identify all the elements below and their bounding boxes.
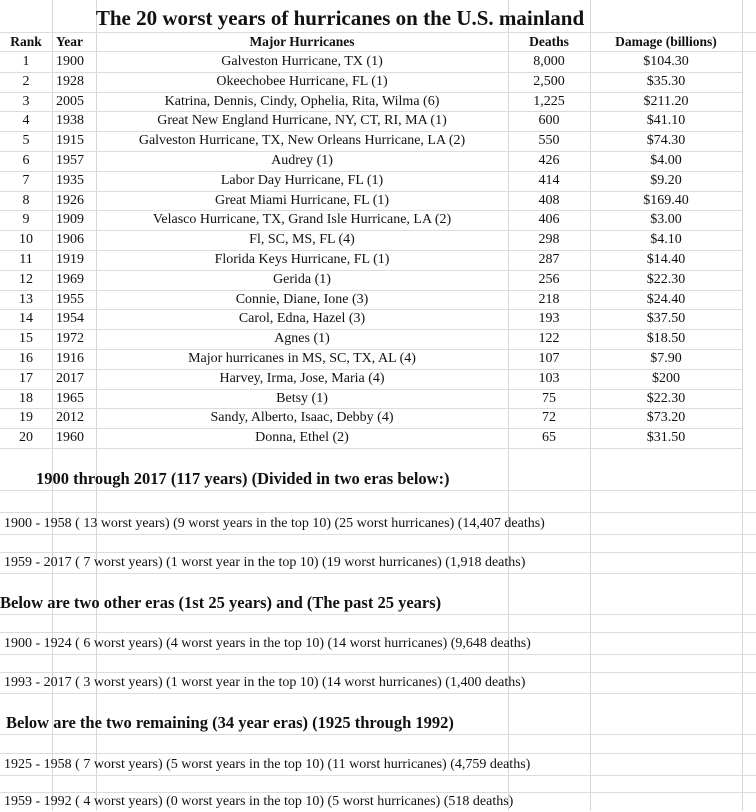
cell-deaths: 426: [538, 153, 560, 168]
cell-year: 1938: [56, 113, 84, 129]
cell-rank: 6: [22, 153, 30, 168]
cell-rank: 5: [22, 133, 30, 149]
grid-line: [0, 573, 756, 574]
cell-rank: 20: [19, 430, 33, 446]
cell-deaths: 414: [538, 172, 560, 188]
cell-rank: 18: [19, 390, 33, 406]
cell-rank: 4: [22, 113, 30, 129]
era-1925-1958: 1925 - 1958 ( 7 worst years) (5 worst years in the top 10) (11 worst hurricanes) (4,759 deaths): [4, 757, 531, 772]
cell-deaths: 1,225: [533, 93, 565, 109]
cell-hurricanes: Okeechobee Hurricane, FL (1): [216, 73, 388, 89]
cell-hurricanes: Great New England Hurricane, NY, CT, RI, MA (1): [157, 113, 447, 129]
cell-hurricanes: Audrey (1): [271, 153, 333, 168]
cell-year: 1960: [56, 430, 84, 446]
cell-year: 2005: [56, 93, 84, 109]
cell-year: 1916: [56, 351, 84, 366]
cell-rank: 3: [22, 93, 30, 109]
grid-line: [0, 534, 756, 535]
cell-hurricanes: Major hurricanes in MS, SC, TX, AL (4): [188, 351, 416, 366]
cell-deaths: 287: [538, 252, 560, 267]
cell-hurricanes: Agnes (1): [274, 331, 330, 347]
cell-rank: 14: [19, 311, 33, 327]
cell-damage: $41.10: [646, 113, 686, 129]
cell-damage: $24.40: [646, 291, 686, 307]
cell-hurricanes: Galveston Hurricane, TX (1): [221, 54, 383, 69]
cell-rank: 13: [19, 291, 33, 307]
cell-year: 2017: [56, 370, 84, 386]
era-1900-1958: 1900 - 1958 ( 13 worst years) (9 worst years in the top 10) (25 worst hurricanes) (14,407 deaths): [4, 516, 545, 531]
header-damage: Damage (billions): [615, 34, 717, 49]
cell-deaths: 75: [542, 390, 556, 406]
cell-damage: $73.20: [646, 410, 686, 426]
cell-damage: $14.40: [646, 252, 686, 267]
cell-rank: 19: [19, 410, 33, 426]
cell-damage: $35.30: [646, 73, 686, 89]
cell-rank: 7: [22, 172, 30, 188]
cell-rank: 9: [22, 212, 30, 228]
cell-deaths: 406: [538, 212, 560, 228]
cell-deaths: 8,000: [533, 54, 565, 69]
era-1959-1992: 1959 - 1992 ( 4 worst years) (0 worst years in the top 10) (5 worst hurricanes) (518 deaths): [4, 794, 514, 809]
cell-deaths: 298: [538, 232, 560, 248]
cell-rank: 8: [22, 192, 30, 208]
cell-damage: $200: [652, 370, 680, 386]
cell-hurricanes: Gerida (1): [273, 271, 331, 287]
cell-damage: $7.90: [650, 351, 682, 366]
cell-deaths: 72: [542, 410, 556, 426]
cell-damage: $169.40: [643, 192, 689, 208]
cell-damage: $22.30: [646, 271, 686, 287]
grid-line: [0, 775, 756, 776]
cell-rank: 16: [19, 351, 33, 366]
cell-rank: 10: [19, 232, 33, 248]
cell-damage: $104.30: [643, 54, 689, 69]
header-hurricanes: Major Hurricanes: [249, 34, 355, 49]
grid-line: [0, 693, 756, 694]
era-1959-2017: 1959 - 2017 ( 7 worst years) (1 worst year in the top 10) (19 worst hurricanes) (1,918 deaths): [4, 555, 526, 570]
cell-hurricanes: Labor Day Hurricane, FL (1): [220, 172, 384, 188]
cell-year: 1906: [56, 232, 84, 248]
grid-line: [0, 512, 756, 513]
cell-hurricanes: Harvey, Irma, Jose, Maria (4): [219, 370, 385, 386]
cell-damage: $18.50: [646, 331, 686, 347]
cell-damage: $31.50: [646, 430, 686, 446]
cell-year: 1909: [56, 212, 84, 228]
cell-year: 1919: [56, 252, 84, 267]
cell-year: 1965: [56, 390, 84, 406]
header-deaths: Deaths: [529, 34, 569, 49]
cell-hurricanes: Connie, Diane, Ione (3): [235, 291, 369, 307]
cell-year: 1935: [56, 172, 84, 188]
cell-deaths: 65: [542, 430, 556, 446]
cell-hurricanes: Velasco Hurricane, TX, Grand Isle Hurricane, LA (2): [152, 212, 452, 228]
cell-hurricanes: Katrina, Dennis, Cindy, Ophelia, Rita, Wilma (6): [164, 93, 440, 109]
cell-hurricanes: Florida Keys Hurricane, FL (1): [214, 252, 390, 267]
cell-deaths: 122: [538, 331, 560, 347]
cell-year: 2012: [56, 410, 84, 426]
cell-year: 1915: [56, 133, 84, 149]
era-1993-2017: 1993 - 2017 ( 3 worst years) (1 worst year in the top 10) (14 worst hurricanes) (1,400 deaths): [4, 675, 526, 690]
header-rank: Rank: [10, 34, 42, 49]
cell-rank: 12: [19, 271, 33, 287]
section-overall: 1900 through 2017 (117 years) (Divided in two eras below:): [36, 469, 450, 488]
grid-line: [742, 0, 743, 811]
cell-deaths: 103: [538, 370, 560, 386]
grid-line: [0, 753, 756, 754]
cell-year: 1969: [56, 271, 84, 287]
header-year: Year: [56, 34, 83, 49]
section-other-eras: Below are two other eras (1st 25 years) and (The past 25 years): [0, 593, 442, 612]
cell-rank: 11: [19, 252, 33, 267]
cell-hurricanes: Great Miami Hurricane, FL (1): [214, 192, 390, 208]
cell-deaths: 193: [538, 311, 560, 327]
cell-year: 1972: [56, 331, 84, 347]
cell-year: 1926: [56, 192, 84, 208]
cell-deaths: 218: [538, 291, 560, 307]
era-1900-1924: 1900 - 1924 ( 6 worst years) (4 worst years in the top 10) (14 worst hurricanes) (9,648 deaths): [4, 636, 531, 651]
grid-line: [0, 734, 756, 735]
cell-deaths: 256: [538, 271, 560, 287]
grid-line: [0, 654, 756, 655]
cell-year: 1928: [56, 73, 84, 89]
cell-deaths: 107: [538, 351, 560, 366]
grid-line: [0, 632, 756, 633]
cell-hurricanes: Fl, SC, MS, FL (4): [249, 232, 355, 248]
page-title: The 20 worst years of hurricanes on the U.S. mainland: [95, 6, 585, 30]
row-divider: [0, 448, 742, 449]
cell-damage: $211.20: [643, 93, 689, 109]
cell-hurricanes: Galveston Hurricane, TX, New Orleans Hurricane, LA (2): [138, 133, 466, 149]
cell-damage: $3.00: [650, 212, 682, 228]
cell-deaths: 600: [538, 113, 560, 129]
cell-damage: $74.30: [646, 133, 686, 149]
grid-line: [0, 490, 756, 491]
cell-deaths: 408: [538, 192, 560, 208]
cell-year: 1955: [56, 291, 84, 307]
grid-line: [0, 614, 756, 615]
cell-rank: 15: [19, 331, 33, 347]
cell-deaths: 550: [538, 133, 560, 149]
cell-damage: $9.20: [650, 172, 682, 188]
cell-year: 1957: [56, 153, 84, 168]
cell-year: 1900: [56, 54, 84, 69]
cell-hurricanes: Carol, Edna, Hazel (3): [238, 311, 366, 327]
cell-damage: $4.00: [650, 153, 682, 168]
cell-hurricanes: Betsy (1): [276, 390, 328, 406]
cell-rank: 1: [22, 54, 30, 69]
cell-rank: 2: [22, 73, 30, 89]
cell-damage: $22.30: [646, 390, 686, 406]
cell-hurricanes: Sandy, Alberto, Isaac, Debby (4): [210, 410, 394, 426]
cell-damage: $4.10: [650, 232, 682, 248]
cell-year: 1954: [56, 311, 84, 327]
cell-hurricanes: Donna, Ethel (2): [255, 430, 349, 446]
cell-deaths: 2,500: [533, 73, 565, 89]
section-remaining: Below are the two remaining (34 year eras) (1925 through 1992): [6, 713, 454, 732]
cell-damage: $37.50: [646, 311, 686, 327]
cell-rank: 17: [19, 370, 33, 386]
